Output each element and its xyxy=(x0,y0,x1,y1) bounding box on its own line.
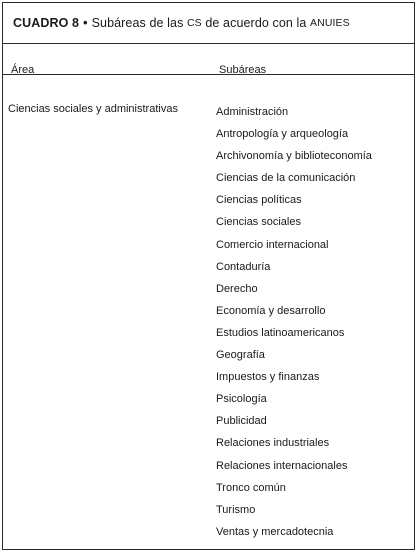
subarea-item: Relaciones internacionales xyxy=(216,459,348,472)
subarea-item: Impuestos y finanzas xyxy=(216,371,320,384)
caption-text-1: Subáreas de las xyxy=(91,16,184,30)
caption-bullet: • xyxy=(83,16,88,30)
subarea-item: Ciencias de la comunicación xyxy=(216,172,356,185)
caption-label: CUADRO 8 xyxy=(13,16,80,30)
header-area: Área xyxy=(11,64,35,76)
subarea-item: Tronco común xyxy=(216,481,286,494)
subarea-item: Turismo xyxy=(216,503,256,516)
subarea-item: Derecho xyxy=(216,282,258,295)
subarea-item: Contaduría xyxy=(216,260,271,273)
subarea-item: Psicología xyxy=(216,393,267,406)
subarea-item: Antropología y arqueología xyxy=(216,128,349,141)
subarea-item: Estudios latinoamericanos xyxy=(216,326,345,339)
subarea-item: Geografía xyxy=(216,349,265,362)
subarea-item: Publicidad xyxy=(216,415,267,428)
subarea-item: Ventas y mercadotecnia xyxy=(216,525,334,538)
table-caption xyxy=(3,3,414,44)
subarea-item: Relaciones industriales xyxy=(216,437,330,450)
caption-text-2: de acuerdo con la xyxy=(205,16,307,30)
area-cell: Ciencias sociales y administrativas xyxy=(8,103,178,115)
caption-abbrev-1: CS xyxy=(187,17,202,29)
subarea-item: Ciencias sociales xyxy=(216,216,301,229)
subarea-list xyxy=(216,101,372,543)
subarea-item: Economía y desarrollo xyxy=(216,304,326,317)
header-subareas: Subáreas xyxy=(219,64,267,76)
subarea-item: Administración xyxy=(216,106,289,118)
table-header-row xyxy=(3,44,414,75)
subarea-item: Comercio internacional xyxy=(216,238,329,251)
caption-abbrev-2: ANUIES xyxy=(310,17,350,29)
subarea-item: Archivonomía y biblioteconomía xyxy=(216,150,372,163)
subarea-item: Ciencias políticas xyxy=(216,194,302,207)
